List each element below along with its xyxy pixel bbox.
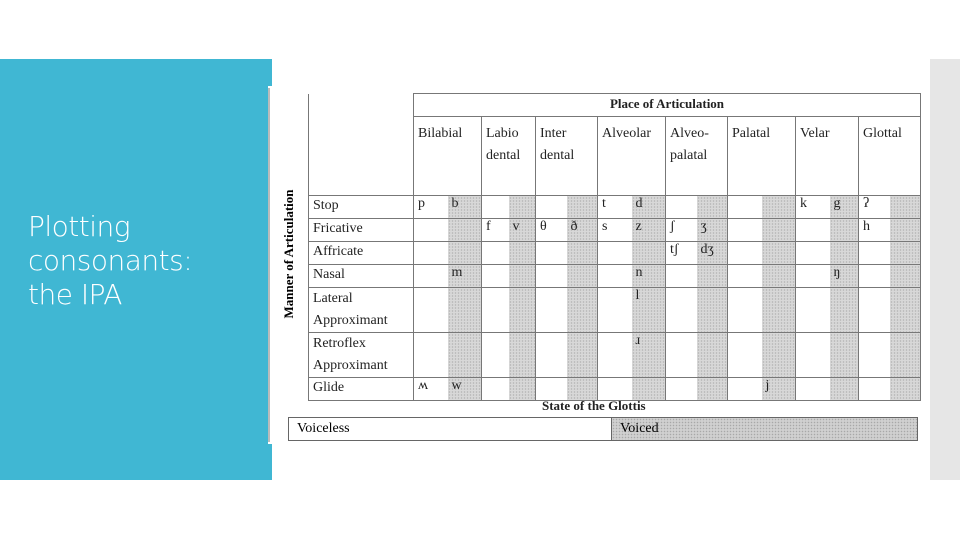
ipa-symbol-cell <box>890 242 921 265</box>
ipa-symbol-cell <box>859 242 890 265</box>
ipa-symbol-cell <box>448 242 482 265</box>
ipa-symbol-cell: p <box>414 196 448 219</box>
ipa-symbol-cell: f <box>482 219 509 242</box>
slide-title-line: the IPA <box>28 278 122 311</box>
place-label: Velar <box>800 126 830 141</box>
ipa-symbol-cell <box>697 288 728 333</box>
ipa-symbol-cell <box>482 333 509 378</box>
place-label: dental <box>486 148 521 163</box>
ipa-table <box>308 93 921 401</box>
ipa-symbol-cell <box>482 196 509 219</box>
manner-label: Stop <box>309 196 414 219</box>
manner-row <box>309 265 921 288</box>
ipa-symbol-cell: z <box>632 219 666 242</box>
ipa-symbol-cell <box>414 288 448 333</box>
ipa-symbol-cell <box>762 288 796 333</box>
ipa-symbol-cell <box>567 242 598 265</box>
ipa-symbol-cell <box>728 196 762 219</box>
manner-label: Retroflex Approximant <box>309 333 414 378</box>
voiced-label: Voiced <box>611 418 917 440</box>
place-header-1 <box>482 117 536 196</box>
right-edge-bar <box>930 59 960 480</box>
ipa-symbol-cell: ʒ <box>697 219 728 242</box>
ipa-symbol-cell <box>728 242 762 265</box>
ipa-symbol-cell <box>567 333 598 378</box>
place-label: Bilabial <box>418 126 463 141</box>
ipa-symbol-cell <box>509 242 536 265</box>
place-header-7 <box>859 117 921 196</box>
ipa-symbol-cell <box>448 333 482 378</box>
ipa-symbol-cell <box>509 333 536 378</box>
manner-label: Glide <box>309 378 414 401</box>
ipa-symbol-cell: ð <box>567 219 598 242</box>
ipa-symbol-cell: θ <box>536 219 567 242</box>
manner-axis-label <box>272 114 306 394</box>
place-label: Alveo- <box>670 126 709 141</box>
place-label: dental <box>540 148 575 163</box>
place-header-6 <box>796 117 859 196</box>
ipa-symbol-cell: tʃ <box>666 242 697 265</box>
glottis-bar <box>288 417 918 441</box>
ipa-symbol-cell: b <box>448 196 482 219</box>
ipa-symbol-cell <box>796 219 830 242</box>
ipa-symbol-cell <box>567 288 598 333</box>
manner-row <box>309 196 921 219</box>
ipa-symbol-cell <box>509 378 536 401</box>
place-label: Glottal <box>863 126 902 141</box>
ipa-symbol-cell <box>632 242 666 265</box>
slide-title-line: consonants: <box>28 244 193 277</box>
ipa-symbol-cell <box>728 288 762 333</box>
ipa-symbol-cell <box>482 288 509 333</box>
ipa-symbol-cell <box>666 288 697 333</box>
ipa-symbol-cell: w <box>448 378 482 401</box>
ipa-symbol-cell <box>762 219 796 242</box>
ipa-symbol-cell: k <box>796 196 830 219</box>
ipa-symbol-cell <box>414 333 448 378</box>
ipa-symbol-cell <box>536 288 567 333</box>
place-header-4 <box>666 117 728 196</box>
ipa-symbol-cell <box>796 288 830 333</box>
ipa-symbol-cell <box>890 196 921 219</box>
ipa-symbol-cell <box>482 378 509 401</box>
ipa-symbol-cell <box>890 288 921 333</box>
ipa-symbol-cell <box>509 265 536 288</box>
ipa-symbol-cell <box>728 378 762 401</box>
manner-row <box>309 219 921 242</box>
ipa-symbol-cell: j <box>762 378 796 401</box>
place-header-2 <box>536 117 598 196</box>
ipa-symbol-cell <box>796 265 830 288</box>
place-label: Inter <box>540 126 567 141</box>
place-header-3 <box>598 117 666 196</box>
ipa-symbol-cell <box>414 242 448 265</box>
ipa-symbol-cell <box>890 333 921 378</box>
figure-edge-line <box>268 88 270 442</box>
ipa-symbol-cell <box>890 219 921 242</box>
manner-label: Fricative <box>309 219 414 242</box>
ipa-symbol-cell <box>859 265 890 288</box>
ipa-symbol-cell <box>796 378 830 401</box>
place-header-5 <box>728 117 796 196</box>
ipa-symbol-cell <box>830 219 859 242</box>
ipa-symbol-cell <box>728 219 762 242</box>
ipa-symbol-cell <box>890 378 921 401</box>
place-label: Palatal <box>732 126 771 141</box>
ipa-symbol-cell <box>666 333 697 378</box>
ipa-symbol-cell <box>762 196 796 219</box>
ipa-symbol-cell <box>728 333 762 378</box>
ipa-symbol-cell <box>830 333 859 378</box>
ipa-symbol-cell <box>762 265 796 288</box>
ipa-symbol-cell <box>666 378 697 401</box>
ipa-symbol-cell <box>697 196 728 219</box>
ipa-symbol-cell <box>598 265 632 288</box>
ipa-symbol-cell <box>536 242 567 265</box>
ipa-symbol-cell: v <box>509 219 536 242</box>
ipa-symbol-cell <box>859 333 890 378</box>
ipa-symbol-cell <box>762 333 796 378</box>
ipa-symbol-cell <box>859 378 890 401</box>
ipa-symbol-cell: ʍ <box>414 378 448 401</box>
ipa-symbol-cell: n <box>632 265 666 288</box>
manner-row <box>309 288 921 333</box>
ipa-symbol-cell <box>697 378 728 401</box>
ipa-symbol-cell: l <box>632 288 666 333</box>
place-label: Labio <box>486 126 519 141</box>
ipa-symbol-cell <box>448 219 482 242</box>
ipa-symbol-cell <box>890 265 921 288</box>
ipa-symbol-cell <box>697 265 728 288</box>
ipa-symbol-cell <box>697 333 728 378</box>
ipa-chart-figure <box>268 86 928 444</box>
manner-rows <box>309 196 921 401</box>
glottis-heading: State of the Glottis <box>542 398 646 413</box>
ipa-symbol-cell <box>598 333 632 378</box>
ipa-symbol-cell <box>536 196 567 219</box>
ipa-symbol-cell <box>728 265 762 288</box>
ipa-symbol-cell <box>509 196 536 219</box>
ipa-symbol-cell: h <box>859 219 890 242</box>
ipa-symbol-cell: d <box>632 196 666 219</box>
ipa-symbol-cell <box>830 288 859 333</box>
ipa-symbol-cell <box>666 265 697 288</box>
ipa-symbol-cell: ʔ <box>859 196 890 219</box>
ipa-symbol-cell: g <box>830 196 859 219</box>
ipa-symbol-cell <box>598 288 632 333</box>
place-header-0 <box>414 117 482 196</box>
ipa-symbol-cell <box>567 196 598 219</box>
ipa-symbol-cell <box>509 288 536 333</box>
ipa-symbol-cell <box>448 288 482 333</box>
ipa-symbol-cell <box>414 265 448 288</box>
ipa-symbol-cell <box>830 378 859 401</box>
ipa-symbol-cell: s <box>598 219 632 242</box>
ipa-symbol-cell: ŋ <box>830 265 859 288</box>
ipa-symbol-cell: t <box>598 196 632 219</box>
ipa-symbol-cell <box>796 333 830 378</box>
manner-label: Lateral Approximant <box>309 288 414 333</box>
manner-heading: Manner of Articulation <box>281 189 296 319</box>
ipa-symbol-cell <box>567 265 598 288</box>
ipa-symbol-cell <box>796 242 830 265</box>
ipa-symbol-cell <box>482 242 509 265</box>
place-label: Alveolar <box>602 126 651 141</box>
manner-row <box>309 242 921 265</box>
ipa-symbol-cell <box>598 242 632 265</box>
ipa-symbol-cell <box>482 265 509 288</box>
ipa-symbol-cell: ɹ <box>632 333 666 378</box>
ipa-symbol-cell: dʒ <box>697 242 728 265</box>
voiceless-label: Voiceless <box>297 421 350 436</box>
ipa-symbol-cell <box>762 242 796 265</box>
place-heading: Place of Articulation <box>414 94 921 117</box>
manner-row <box>309 333 921 378</box>
ipa-symbol-cell <box>536 265 567 288</box>
manner-label: Nasal <box>309 265 414 288</box>
ipa-symbol-cell <box>830 242 859 265</box>
ipa-symbol-cell <box>414 219 448 242</box>
ipa-symbol-cell <box>859 288 890 333</box>
ipa-symbol-cell: m <box>448 265 482 288</box>
ipa-symbol-cell <box>536 333 567 378</box>
ipa-symbol-cell: ʃ <box>666 219 697 242</box>
manner-label: Affricate <box>309 242 414 265</box>
slide-title-line: Plotting <box>28 210 131 243</box>
ipa-symbol-cell <box>666 196 697 219</box>
table-corner <box>309 94 414 196</box>
slide-title <box>28 210 258 312</box>
place-label: palatal <box>670 148 708 163</box>
